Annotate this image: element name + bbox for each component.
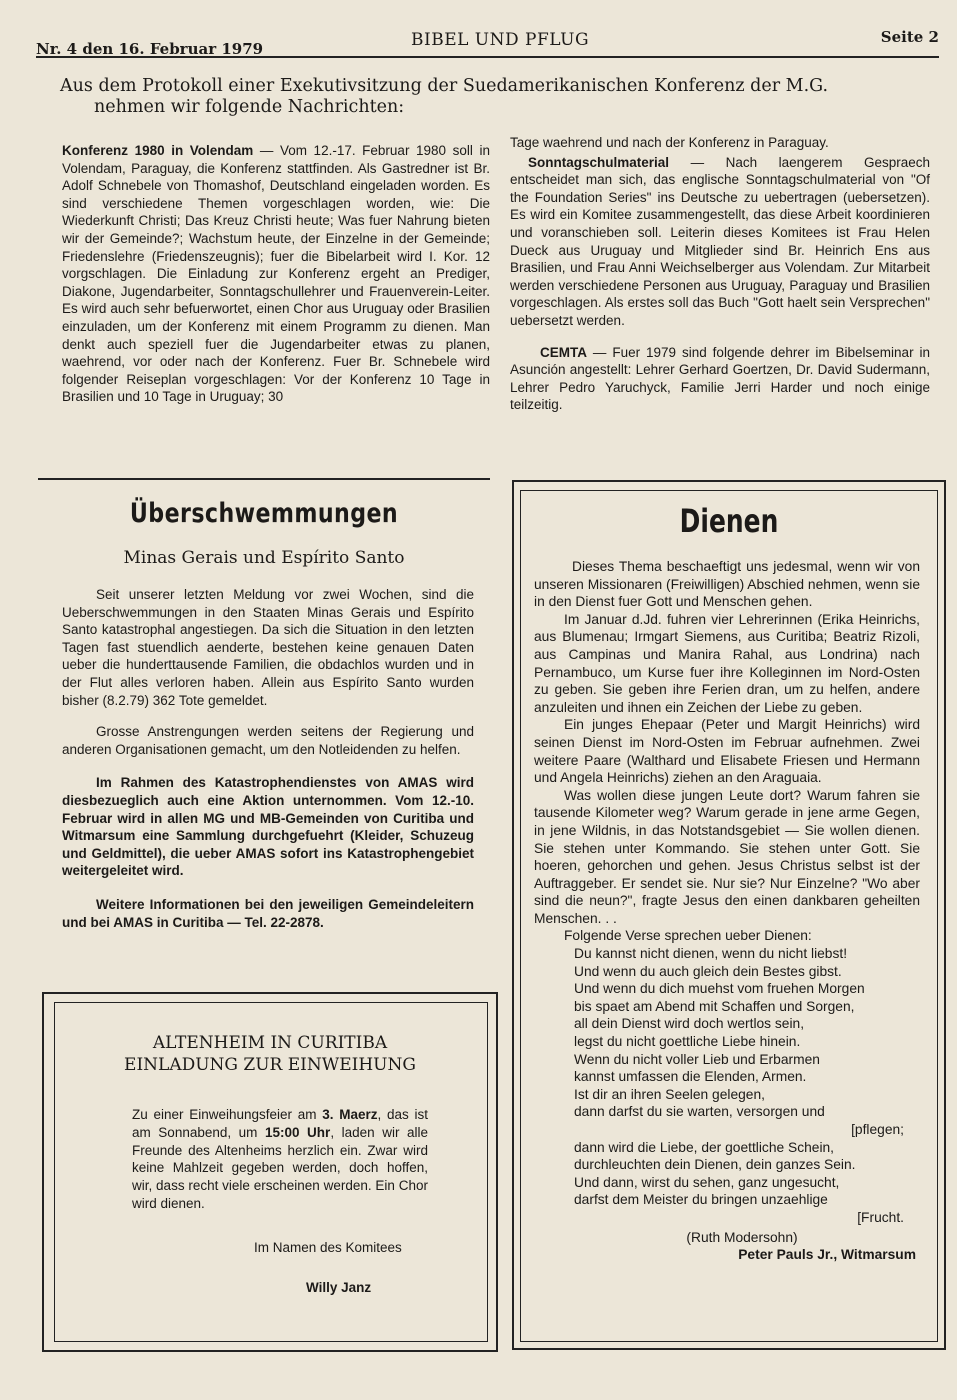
dienen-paragraph-2: Im Januar d.Jd. fuhren vier Lehrerinnen (Erika Heinrichs, aus Blumenau; Irmgart Siemens, aus Curitiba; Beatriz Rizoli, aus Campinas und Manira Rahal, aus Londrina) nach Pernambuco, um Kurse fuer ihre Kolleginnen im Nord-Osten zu geben. Sie geben ihre Ferien dran, um zu helfen, andere anzuleiten und ihnen ein Zeichen der Liebe zu geben. bbox=[534, 611, 920, 715]
konferenz-heading: Konferenz 1980 in Volendam bbox=[62, 143, 254, 158]
sonntagschul-heading: Sonntagschulmaterial bbox=[528, 154, 670, 170]
cemta-text: — Fuer 1979 sind folgende dehrer im Bibelseminar in Asunción angestellt: Lehrer Gerhard Goertzen, Dr. David Sudermann, Lehrer Pedro Yaruchyck, Familie Jerri Harder und noch einige teilzeitig. bbox=[510, 344, 930, 413]
header-divider bbox=[36, 56, 939, 58]
intro-line-1: Aus dem Protokoll einer Exekutivsitzung der Suedamerikanischen Konferenz der M.G. bbox=[60, 76, 829, 96]
invitation-text-b: , das ist am Sonnabend, um bbox=[132, 1107, 429, 1140]
invitation-text-c: , laden wir alle Freunde des Altenheims herzlich ein. Zwar wird keine Mahlzeit gegeben werden, doch hoffen, wir, dass recht viele erscheinen werden. Ein Chor wird dienen. bbox=[132, 1124, 428, 1211]
verse-line: Ist dir an ihren Seelen gelegen, bbox=[574, 1086, 765, 1102]
flood-title: Überschwemmungen bbox=[129, 498, 399, 529]
invitation-time: 15:00 Uhr bbox=[264, 1124, 331, 1140]
right-column-news bbox=[510, 134, 930, 420]
verse-line: Und dann, wirst du sehen, ganz ungesucht, bbox=[574, 1174, 840, 1190]
cemta-heading: CEMTA bbox=[540, 344, 587, 360]
verse-line: dann darfst du sie warten, versorgen und bbox=[574, 1104, 825, 1120]
section-divider bbox=[38, 478, 490, 480]
flood-article bbox=[62, 586, 474, 937]
sonntagschul-paragraph bbox=[510, 154, 930, 330]
konferenz-paragraph bbox=[62, 142, 490, 406]
flood-paragraph-1: Seit unserer letzten Meldung vor zwei Wochen, sind die Ueberschwemmungen in den Staaten Minas Gerais und Espírito Santo katastrophal angestiegen. Da sich die Situation in den letzten Tagen fast stuendlich aenderte, bestehen keine genauen Daten ueber die hunderttausende Familien, die obdachlos wurden und in der Flut alles verloren haben. Allein aus Espírito Santo wurden bisher (8.2.79) 362 Tote gemeldet. bbox=[62, 587, 474, 708]
verse-line: kannst umfassen die Elenden, Armen. bbox=[574, 1069, 807, 1085]
page-number: Seite 2 bbox=[880, 28, 939, 46]
invitation-date: 3. Maerz bbox=[322, 1107, 378, 1122]
sonntagschul-text: — Nach laengerem Gespraech entscheidet man sich, das englische Sonntagschulmaterial von "Of the Foundation Series" ins Deutsche zu uebertragen (uebersetzen). Es wird ein Komitee zusammengestellt, das diese Arbeit koordinieren und voranschieben soll. Leiterin dieses Komitees ist Frau Helen Dueck aus Uruguay und Mitglieder sind Br. Heinrich Ens aus Brasilien, und Frau Anni Weichselberger aus Volendam. Zur Mitarbeit werden verschiedene Personen aus Uruguay, Paraguay und Brasilien vorgeschlagen. Als erstes soll das Buch "Gott haelt sein Versprechen" uebersetzt werden. bbox=[510, 154, 930, 328]
verse-line: Wenn du nicht voller Lieb und Erbarmen bbox=[574, 1051, 820, 1067]
altenheim-title-line-1: ALTENHEIM IN CURITIBA bbox=[152, 1033, 388, 1053]
konferenz-article bbox=[62, 142, 490, 412]
flood-paragraph-2: Grosse Anstrengungen werden seitens der Regierung und anderen Organisationen gemacht, um den Notleidenden zu helfen. bbox=[62, 724, 474, 757]
verse-line: [Frucht. bbox=[857, 1209, 904, 1225]
verse-line: dann wird die Liebe, der goettliche Schein, bbox=[574, 1139, 835, 1155]
verse-line: [pflegen; bbox=[851, 1122, 904, 1137]
verse-line: darfst dem Meister du bringen unzaehlige bbox=[574, 1192, 828, 1208]
komitee-line: Im Namen des Komitees bbox=[254, 1240, 402, 1255]
altenheim-box bbox=[42, 992, 498, 1352]
dienen-title: Dienen bbox=[679, 502, 779, 540]
altenheim-title bbox=[44, 1032, 496, 1076]
dienen-box bbox=[512, 480, 946, 1350]
cemta-paragraph bbox=[510, 344, 930, 414]
verse-line: legst du nicht goettliche Liebe hinein. bbox=[574, 1034, 801, 1050]
verse-line: Und wenn du auch gleich dein Bestes gibst. bbox=[574, 963, 842, 979]
verse-line: Und wenn du dich muehst vom fruehen Morgen bbox=[574, 981, 865, 997]
verse-line: Du kannst nicht dienen, wenn du nicht liebst! bbox=[574, 946, 848, 962]
altenheim-invitation bbox=[132, 1106, 428, 1213]
issue-date: Nr. 4 den 16. Februar 1979 bbox=[36, 40, 264, 58]
flood-amas-notice: Im Rahmen des Katastrophendienstes von AMAS wird diesbezueglich auch eine Aktion unternommen. Vom 12.-10. Februar wird in allen MG und MB-Gemeinden von Curitiba und Witmarsum eine Sammlung durchgefuehrt (Kleider, Schuzeug und Geldmittel), die ueber AMAS sofort ins Katastrophengebiet weitergeleitet wird. bbox=[62, 775, 474, 879]
flood-subtitle: Minas Gerais und Espírito Santo bbox=[123, 548, 405, 568]
altenheim-title-line-2: EINLADUNG ZUR EINWEIHUNG bbox=[124, 1055, 416, 1075]
verse-line: durchleuchten dein Dienen, dein ganzes Sein. bbox=[574, 1157, 856, 1173]
invitation-text-a: Zu einer Einweihungsfeier am bbox=[132, 1107, 323, 1122]
dienen-author: Peter Pauls Jr., Witmarsum bbox=[738, 1247, 916, 1263]
altenheim-signature: Willy Janz bbox=[306, 1280, 372, 1295]
verse-source: (Ruth Modersohn) bbox=[686, 1229, 798, 1245]
verse-line: all dein Dienst wird doch wertlos sein, bbox=[574, 1016, 805, 1032]
dienen-paragraph-3: Ein junges Ehepaar (Peter und Margit Heinrichs) wird seinen Dienst im Nord-Osten im Februar aufnehmen. Zwei weitere Paare (Walthard und Elisabete Friesen und Hermann und Angela Heinrichs) ziehen an den Araguaia. bbox=[534, 717, 920, 786]
verse-line: bis spaet am Abend mit Schaffen und Sorgen, bbox=[574, 998, 855, 1014]
konferenz-text: — Vom 12.-17. Februar 1980 soll in Volendam, Paraguay, die Konferenz stattfinden. Als Gastredner ist Br. Adolf Schnebele von Thomashof, Deutschland eingeladen worden. Es sind verschiedene Themen vorgeschlagen worden, wie: Die Wiederkunft Christi; Das Kreuz Christi heute; Was fuer Nahrung bieten wir der Gemeinde?; Wachstum heute, der Einzelne in der Gemeinde; Friedenslehre (Friedenszeugnis); fuer die Bibelarbeit wird I. Kor. 12 vorgschlagen. Die Einladung zur Konferenz ergeht an Prediger, Diakone, Jugendarbeiter, Sonntagschullehrer und Frauenverein-Leiter. Es wird auch sehr befuerwortet, einen Chor aus Uruguay oder Brasilien einzuladen, um der Konferenz mit einem Programm zu dienen. Man denkt auch speziell fuer die Jugendarbeiter etwas zu planen, waehrend, vor oder nach der Konferenz. Fuer Br. Schnebele wird folgender Reiseplan vorgeschlagen: Vor der Konferenz 10 Tage in Brasilien und 10 Tage in Uruguay; 30 bbox=[62, 143, 490, 405]
konferenz-continuation: Tage waehrend und nach der Konferenz in Paraguay. bbox=[510, 135, 829, 150]
flood-contact-info: Weitere Informationen bei den jeweiligen Gemeindeleitern und bei AMAS in Curitiba — Tel. 22-2878. bbox=[62, 896, 474, 930]
intro-heading bbox=[60, 76, 910, 118]
intro-line-2: nehmen wir folgende Nachrichten: bbox=[94, 97, 405, 117]
publication-title: BIBEL UND PFLUG bbox=[411, 30, 590, 50]
dienen-verse bbox=[534, 945, 920, 1227]
dienen-article bbox=[534, 558, 920, 1264]
dienen-paragraph-4: Was wollen diese jungen Leute dort? Warum fahren sie tausende Kilometer weg? Warum gerade in jene arme Gegen, in jene Wildnis, in das Notstandsgebiet — Sie wollen dienen. Sie stehen unter Kommando. Sie stehen unter Gott. Sie hoeren, gehorchen und gehen. Jesus Christus selbst ist der Auftraggeber. Er sendet sie. Nur sie? Nur Einzelne? "Wo aber sind die neun?", fragte Jesus den einen dankbaren geheilten Menschen. . . bbox=[534, 787, 920, 926]
dienen-paragraph-5: Folgende Verse sprechen ueber Dienen: bbox=[564, 928, 812, 944]
dienen-paragraph-1: Dieses Thema beschaeftigt uns jedesmal, wenn wir von unseren Missionaren (Freiwilligen) Abschied nehmen, wenn sie in den Dienst fuer Gott und Menschen gehen. bbox=[534, 559, 920, 610]
